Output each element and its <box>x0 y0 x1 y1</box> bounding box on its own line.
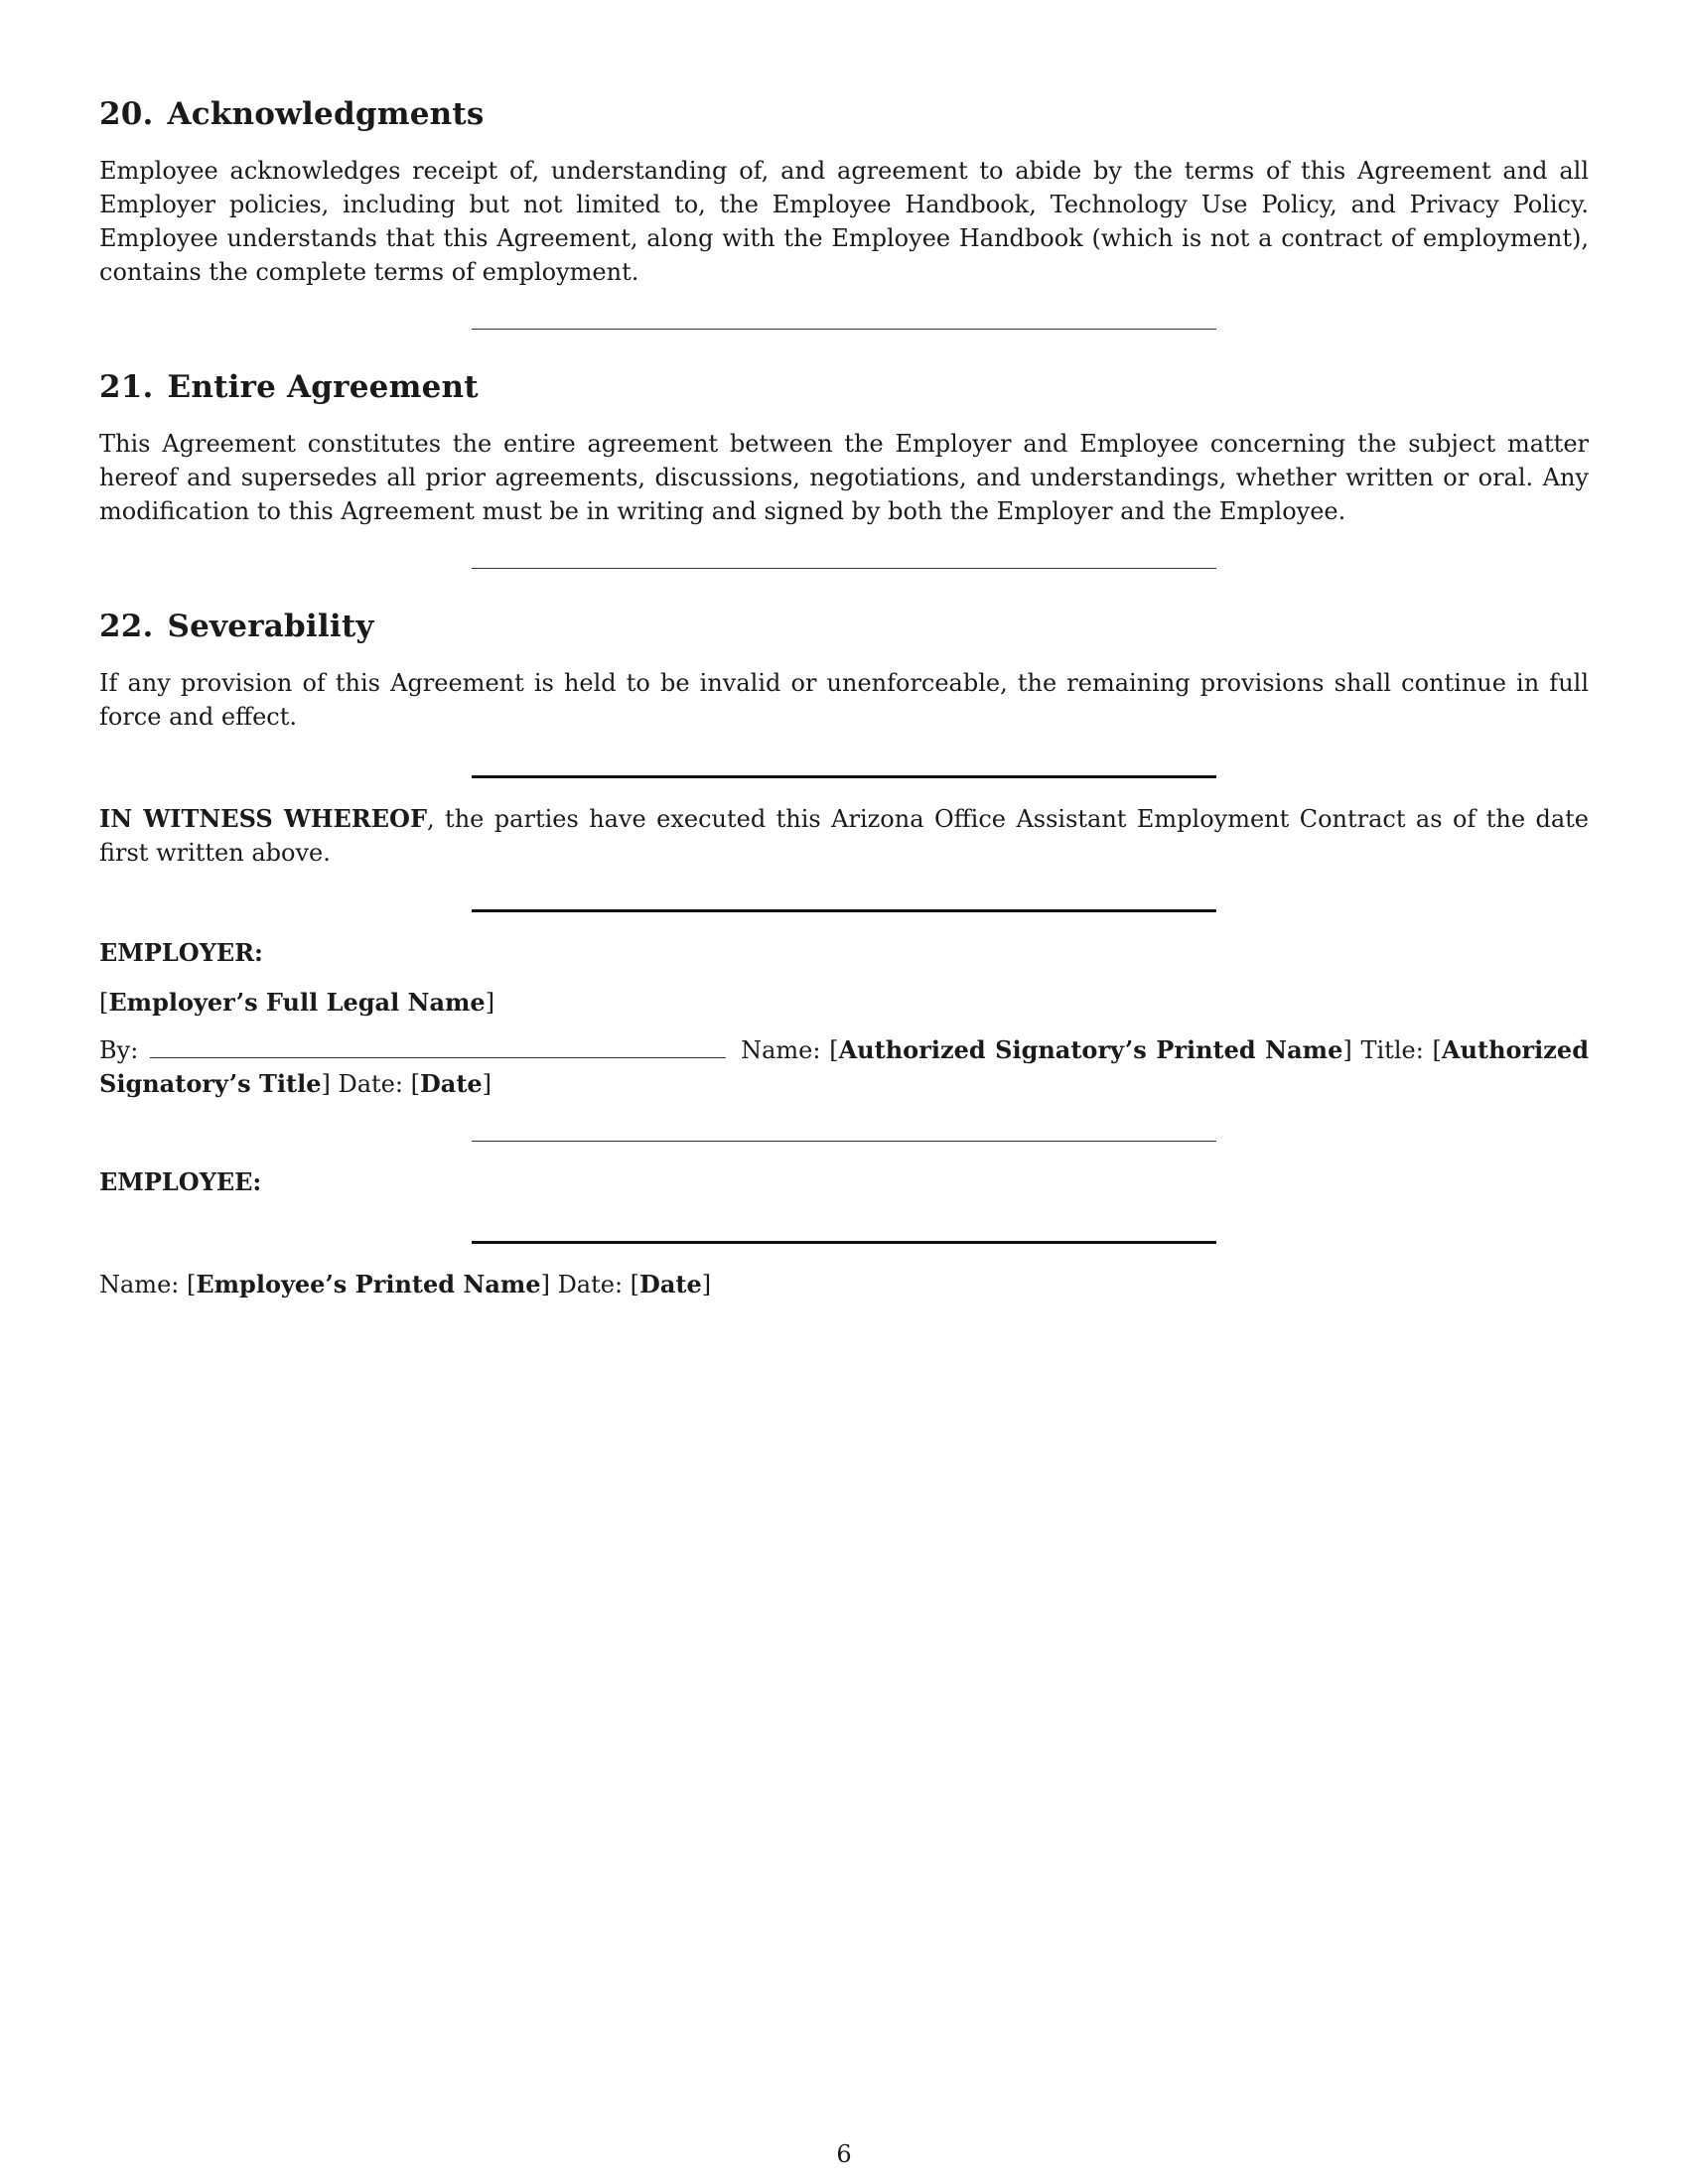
section-acknowledgments <box>99 94 1589 289</box>
section-title: Acknowledgments <box>167 96 485 132</box>
divider <box>472 909 1216 912</box>
section-entire-agreement <box>99 367 1589 528</box>
section-heading <box>99 94 1589 134</box>
title-label: Title: <box>1360 1036 1424 1064</box>
name-label: Name: <box>99 1271 180 1298</box>
signatory-name: Authorized Signatory’s Printed Name <box>838 1035 1343 1064</box>
section-number: 21. <box>99 369 154 405</box>
employee-heading: EMPLOYEE: <box>99 1167 262 1196</box>
employee-signature-line[interactable] <box>472 1241 1216 1244</box>
section-title: Entire Agreement <box>167 369 479 405</box>
divider <box>472 568 1216 569</box>
by-label: By: <box>99 1036 139 1064</box>
section-number: 20. <box>99 96 154 132</box>
document-page <box>99 94 1589 1301</box>
employer-signature-block: By: Name: [Authorized Signatory’s Printed Name] Title: [Authorized Signatory’s Title] Date: [Date] <box>99 1035 1589 1098</box>
divider <box>472 775 1216 778</box>
section-body: If any provision of this Agreement is held to be invalid or unenforceable, the remaining provisions shall continue in full force and effect. <box>99 669 1589 731</box>
employee-name: Employee’s Printed Name <box>196 1270 541 1298</box>
employer-date: Date <box>419 1069 483 1098</box>
employer-signature-line[interactable] <box>150 1033 726 1058</box>
divider <box>472 1141 1216 1142</box>
page-number: 6 <box>836 2140 852 2168</box>
employee-date: Date <box>639 1270 702 1298</box>
divider <box>472 329 1216 330</box>
section-body: Employee acknowledges receipt of, understanding of, and agreement to abide by the terms of this Agreement and all Employer policies, including but not limited to, the Employee Handbook, Technology Use Policy, and Privacy Policy. Employee understands that this Agreement, along with the Employee Handbook (which is not a contract of employment), contains the complete terms of employment. <box>99 157 1589 286</box>
witness-lead: IN WITNESS WHEREOF <box>99 804 427 833</box>
witness-text: , the parties have executed this Arizona Office Assistant Employment Contract as of the date first written above. <box>99 805 1589 867</box>
section-title: Severability <box>167 609 374 644</box>
employee-name-block: Name: [Employee’s Printed Name] Date: [Date] <box>99 1270 712 1298</box>
date-label: Date: <box>338 1070 403 1098</box>
signatory-title: Authorized Signatory’s Title <box>99 1035 1589 1098</box>
section-severability <box>99 607 1589 734</box>
name-label: Name: <box>741 1036 821 1064</box>
section-heading <box>99 607 1589 646</box>
date-label: Date: <box>557 1271 624 1298</box>
section-heading <box>99 367 1589 407</box>
employer-heading: EMPLOYER: <box>99 938 263 967</box>
section-body: This Agreement constitutes the entire agreement between the Employer and Employee concerning the subject matter hereof and supersedes all prior agreements, discussions, negotiations, and understandings, whether written or oral. Any modification to this Agreement must be in writing and signed by both the Employer and the Employee. <box>99 430 1589 525</box>
employer-legal-name-value: Employer’s Full Legal Name <box>108 988 486 1017</box>
employer-legal-name: [Employer’s Full Legal Name] <box>99 988 495 1017</box>
witness-clause <box>99 802 1589 870</box>
section-number: 22. <box>99 609 154 644</box>
